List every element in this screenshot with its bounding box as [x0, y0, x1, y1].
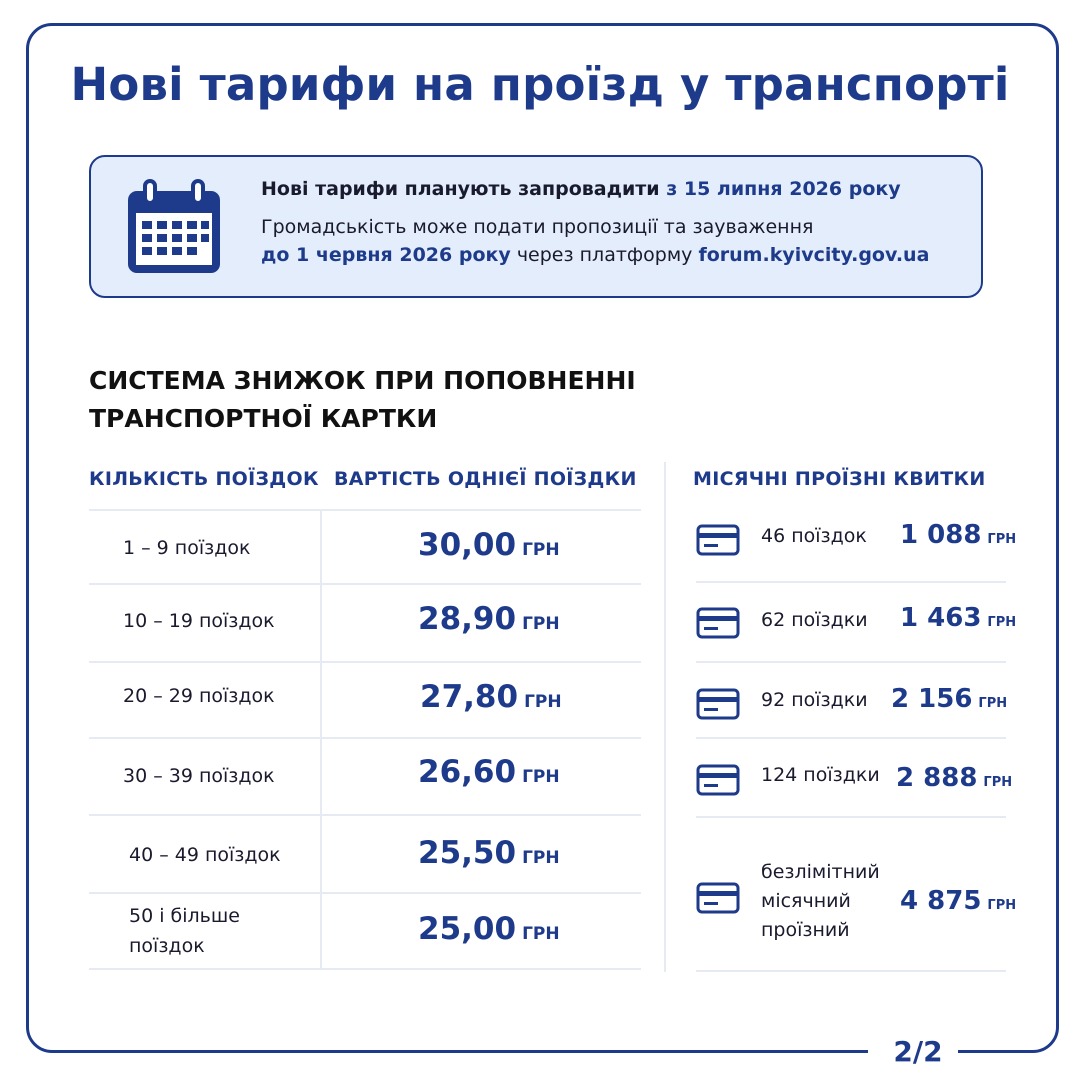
column-header-monthly: МІСЯЧНІ ПРОЇЗНІ КВИТКИ	[693, 468, 986, 490]
currency: ГРН	[987, 615, 1017, 630]
price-value: 28,90	[418, 601, 517, 637]
monthly-pass-label-line2: місячний	[761, 890, 851, 912]
calendar-icon	[125, 179, 223, 277]
discount-trips	[129, 901, 240, 961]
price-value: 27,80	[420, 679, 519, 715]
forum-link[interactable]: forum.kyivcity.gov.ua	[698, 244, 930, 266]
monthly-pass-price	[900, 520, 1016, 550]
row-divider	[89, 661, 641, 663]
monthly-pass-price	[900, 603, 1016, 633]
card-icon	[696, 688, 740, 720]
monthly-pass-price	[900, 886, 1016, 916]
monthly-pass-price	[891, 684, 1007, 714]
monthly-pass-label	[761, 858, 880, 945]
currency: ГРН	[987, 532, 1017, 547]
row-divider	[696, 661, 1006, 663]
row-divider	[696, 970, 1006, 972]
column-header-trips: КІЛЬКІСТЬ ПОЇЗДОК	[89, 468, 319, 490]
row-divider	[696, 816, 1006, 818]
price-value: 2 156	[891, 684, 973, 714]
discount-trips: 20 – 29 поїздок	[123, 685, 275, 707]
monthly-pass-row	[696, 520, 1016, 560]
price-value: 26,60	[418, 754, 517, 790]
currency: ГРН	[522, 614, 560, 634]
info-box	[89, 155, 983, 298]
section-title-line1: СИСТЕМА ЗНИЖОК ПРИ ПОПОВНЕННІ	[89, 366, 636, 395]
discount-trips: 10 – 19 поїздок	[123, 610, 275, 632]
discount-price	[418, 911, 560, 947]
info-start-date-line	[261, 175, 961, 203]
currency: ГРН	[522, 848, 560, 868]
page-number: 2/2	[893, 1035, 943, 1068]
discount-price	[418, 835, 560, 871]
monthly-pass-price	[896, 763, 1012, 793]
row-divider	[89, 968, 641, 970]
currency: ГРН	[522, 767, 560, 787]
monthly-pass-label-line1: безлімітний	[761, 861, 880, 883]
discount-price	[418, 601, 560, 637]
info-deadline-line	[261, 241, 961, 269]
monthly-pass-label: 46 поїздок	[761, 525, 867, 547]
monthly-pass-label: 124 поїздки	[761, 764, 880, 786]
row-divider	[89, 583, 641, 585]
section-title-line2: ТРАНСПОРТНОЇ КАРТКИ	[89, 404, 438, 433]
discount-trips-line2: поїздок	[129, 935, 205, 957]
price-value: 30,00	[418, 527, 517, 563]
row-divider	[89, 892, 641, 894]
monthly-pass-row	[696, 603, 1016, 643]
monthly-pass-label: 92 поїздки	[761, 689, 868, 711]
row-divider	[89, 814, 641, 816]
currency: ГРН	[987, 898, 1017, 913]
section-title	[89, 362, 729, 438]
price-value: 4 875	[900, 886, 982, 916]
card-icon	[696, 764, 740, 796]
row-divider	[696, 581, 1006, 583]
monthly-pass-label: 62 поїздки	[761, 609, 868, 631]
discount-trips: 1 – 9 поїздок	[123, 537, 251, 559]
row-divider	[696, 737, 1006, 739]
card-icon	[696, 607, 740, 639]
currency: ГРН	[522, 540, 560, 560]
column-header-price: ВАРТІСТЬ ОДНІЄЇ ПОЇЗДКИ	[334, 468, 637, 490]
price-value: 1 463	[900, 603, 982, 633]
discount-price	[418, 754, 560, 790]
price-value: 25,00	[418, 911, 517, 947]
discount-price	[420, 679, 562, 715]
info-feedback-line: Громадськість може подати пропозиції та зауваження	[261, 216, 814, 238]
discount-trips: 30 – 39 поїздок	[123, 765, 275, 787]
currency: ГРН	[978, 696, 1008, 711]
discount-price	[418, 527, 560, 563]
currency: ГРН	[522, 924, 560, 944]
info-text	[261, 175, 961, 269]
monthly-pass-row	[696, 858, 1016, 948]
column-divider-left	[320, 510, 322, 970]
info-platform-text: через платформу	[516, 244, 693, 266]
discount-trips-line1: 50 і більше	[129, 905, 240, 927]
currency: ГРН	[983, 775, 1013, 790]
row-divider	[89, 737, 641, 739]
currency: ГРН	[524, 692, 562, 712]
card-icon	[696, 524, 740, 556]
monthly-pass-row	[696, 760, 1016, 800]
info-start-prefix: Нові тарифи планують запровадити	[261, 178, 660, 200]
discount-trips: 40 – 49 поїздок	[129, 844, 281, 866]
price-value: 2 888	[896, 763, 978, 793]
info-deadline-date: до 1 червня 2026 року	[261, 244, 511, 266]
row-divider	[89, 509, 641, 511]
price-value: 1 088	[900, 520, 982, 550]
page-title: Нові тарифи на проїзд у транспорті	[70, 58, 1010, 111]
monthly-pass-row	[696, 684, 1016, 724]
monthly-pass-label-line3: проїзний	[761, 919, 850, 941]
price-value: 25,50	[418, 835, 517, 871]
column-divider	[664, 462, 666, 972]
info-start-date: з 15 липня 2026 року	[666, 178, 901, 200]
card-icon	[696, 882, 740, 914]
